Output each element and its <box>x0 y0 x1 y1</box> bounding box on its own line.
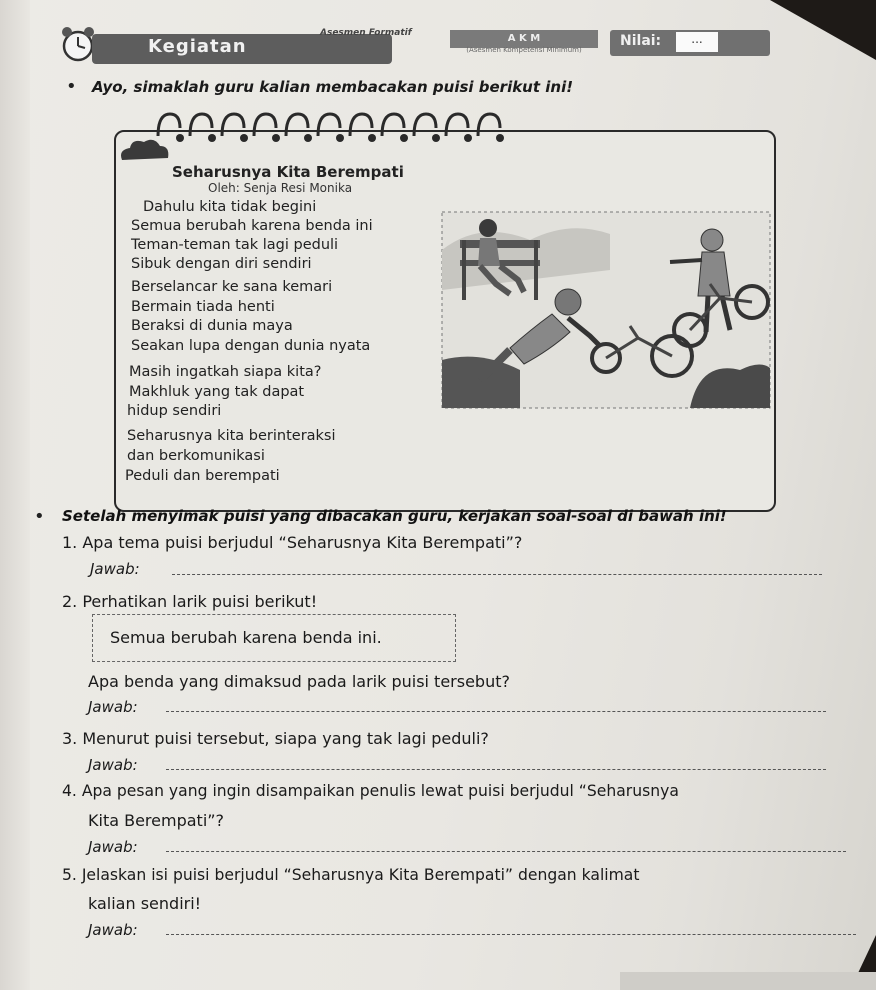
poem-line: Semua berubah karena benda ini <box>131 218 373 234</box>
akm-badge: A K M <box>450 30 598 48</box>
notebook-rings-icon <box>150 108 530 150</box>
activity-header <box>52 22 712 72</box>
poem-line: Beraksi di dunia maya <box>131 318 293 334</box>
score-field[interactable]: ... <box>676 32 718 52</box>
activity-title: Kegiatan <box>148 36 247 57</box>
answer-line-4[interactable] <box>166 851 846 852</box>
answer-label-4: Jawab: <box>88 838 138 856</box>
akm-subtitle: (Asesmen Kompetensi Minimum) <box>466 46 582 54</box>
answer-line-1[interactable] <box>172 574 822 575</box>
binding-shadow <box>0 0 30 990</box>
question-5-continued: kalian sendiri! <box>88 894 202 913</box>
question-5: 5. Jelaskan isi puisi berjudul “Seharusnya Kita Berempati” dengan kalimat <box>62 866 640 884</box>
assessment-label: Asesmen Formatif <box>320 28 412 38</box>
poem-line: Makhluk yang tak dapat <box>129 384 305 400</box>
answer-line-3[interactable] <box>166 769 826 770</box>
answer-line-2[interactable] <box>166 711 826 712</box>
children-cycling-illustration <box>440 210 772 410</box>
score-label: Nilai: <box>620 33 662 49</box>
poem-line: Teman-teman tak lagi peduli <box>131 237 339 253</box>
answer-label-5: Jawab: <box>88 921 138 939</box>
poem-line: dan berkomunikasi <box>127 448 265 464</box>
poem-line: Berselancar ke sana kemari <box>131 279 333 295</box>
question-4: 4. Apa pesan yang ingin disampaikan penulis lewat puisi berjudul “Seharusnya <box>62 782 679 800</box>
question-2: 2. Perhatikan larik puisi berikut! <box>62 592 318 611</box>
listen-instruction: Ayo, simaklah guru kalian membacakan puisi berikut ini! <box>92 78 574 96</box>
poem-line: Sibuk dengan diri sendiri <box>131 256 312 272</box>
poem-title: Seharusnya Kita Berempati <box>172 163 404 181</box>
answer-label-1: Jawab: <box>90 560 140 578</box>
poem-line: Seakan lupa dengan dunia nyata <box>131 338 371 354</box>
poem-author: Oleh: Senja Resi Monika <box>208 181 353 195</box>
poem-line: Bermain tiada henti <box>131 299 275 315</box>
answer-label-3: Jawab: <box>88 756 138 774</box>
question-1: 1. Apa tema puisi berjudul “Seharusnya Kita Berempati”? <box>62 533 523 552</box>
poem-line: Peduli dan berempati <box>125 468 280 484</box>
questions-instruction: Setelah menyimak puisi yang dibacakan guru, kerjakan soal-soal di bawah ini! <box>62 507 727 525</box>
next-page-edge <box>620 972 876 990</box>
question-2-prompt: Apa benda yang dimaksud pada larik puisi tersebut? <box>88 672 510 691</box>
question-4-continued: Kita Berempati”? <box>88 811 225 830</box>
poem-line: Seharusnya kita berinteraksi <box>127 428 336 444</box>
answer-line-5[interactable] <box>166 934 856 935</box>
cloud-icon <box>116 134 172 166</box>
poem-line: Dahulu kita tidak begini <box>143 199 317 215</box>
bullet-icon: • <box>66 76 77 97</box>
quoted-line: Semua berubah karena benda ini. <box>110 628 382 647</box>
answer-label-2: Jawab: <box>88 698 138 716</box>
poem-line: hidup sendiri <box>127 403 222 419</box>
question-3: 3. Menurut puisi tersebut, siapa yang tak lagi peduli? <box>62 729 489 748</box>
bullet-icon: • <box>34 506 45 527</box>
poem-line: Masih ingatkah siapa kita? <box>129 364 322 380</box>
